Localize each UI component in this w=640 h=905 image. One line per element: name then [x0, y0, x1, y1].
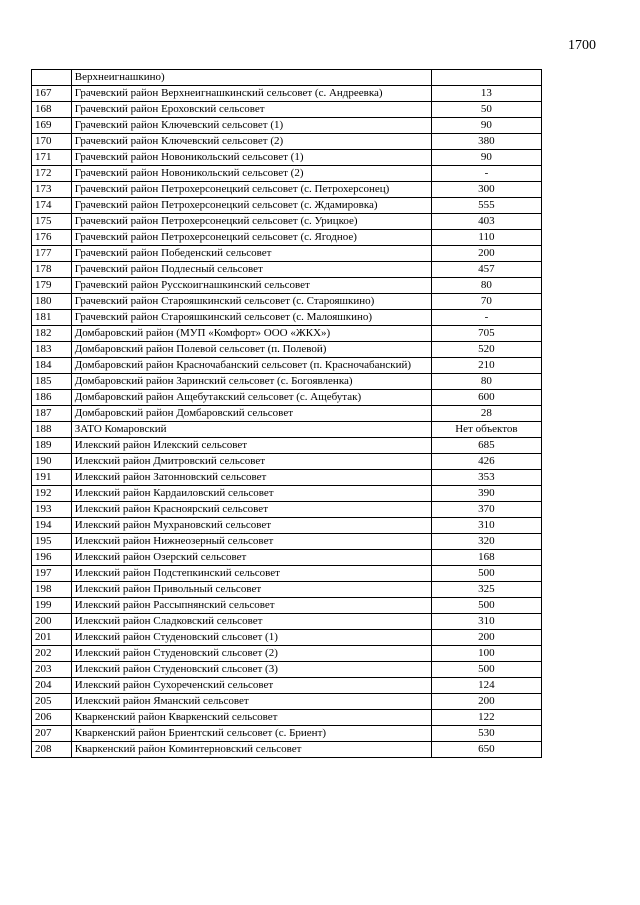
row-number-cell: 197 [32, 566, 72, 582]
value-cell: 300 [431, 182, 541, 198]
settlement-name-cell: Грачевский район Победенский сельсовет [71, 246, 431, 262]
value-cell: 320 [431, 534, 541, 550]
row-number-cell: 174 [32, 198, 72, 214]
settlement-name-cell: Илекский район Дмитровский сельсовет [71, 454, 431, 470]
settlement-name-cell: Грачевский район Подлесный сельсовет [71, 262, 431, 278]
settlement-name-cell: Домбаровский район (МУП «Комфорт» ООО «ЖКХ») [71, 326, 431, 342]
value-cell: 310 [431, 518, 541, 534]
value-cell: 500 [431, 598, 541, 614]
value-cell: 210 [431, 358, 541, 374]
row-number-cell: 199 [32, 598, 72, 614]
table-row [32, 118, 542, 134]
row-number-cell: 200 [32, 614, 72, 630]
row-number-cell: 173 [32, 182, 72, 198]
settlement-name-cell: ЗАТО Комаровский [71, 422, 431, 438]
table-row [32, 342, 542, 358]
settlement-name-cell: Домбаровский район Домбаровский сельсовет [71, 406, 431, 422]
settlement-name-cell: Илекский район Студеновский сльсовет (1) [71, 630, 431, 646]
table-row [32, 454, 542, 470]
row-number-cell: 170 [32, 134, 72, 150]
table-body [32, 70, 542, 758]
settlement-name-cell: Верхнеигнашкино) [71, 70, 431, 86]
row-number-cell: 193 [32, 502, 72, 518]
row-number-cell: 207 [32, 726, 72, 742]
table-row [32, 262, 542, 278]
value-cell: 200 [431, 246, 541, 262]
value-cell: 100 [431, 646, 541, 662]
value-cell: 650 [431, 742, 541, 758]
row-number-cell: 179 [32, 278, 72, 294]
table-row [32, 662, 542, 678]
settlement-name-cell: Грачевский район Ключевский сельсовет (1) [71, 118, 431, 134]
row-number-cell: 189 [32, 438, 72, 454]
settlement-name-cell: Илекский район Затонновский сельсовет [71, 470, 431, 486]
table-row [32, 646, 542, 662]
row-number-cell: 205 [32, 694, 72, 710]
table-row [32, 166, 542, 182]
settlement-name-cell: Илекский район Подстепкинский сельсовет [71, 566, 431, 582]
settlement-name-cell: Грачевский район Петрохерсонецкий сельсовет (с. Урицкое) [71, 214, 431, 230]
value-cell: 370 [431, 502, 541, 518]
value-cell: 168 [431, 550, 541, 566]
row-number-cell: 208 [32, 742, 72, 758]
value-cell: 353 [431, 470, 541, 486]
settlement-name-cell: Грачевский район Верхнеигнашкинский сельсовет (с. Андреевка) [71, 86, 431, 102]
value-cell: 90 [431, 150, 541, 166]
table-row [32, 198, 542, 214]
value-cell: 685 [431, 438, 541, 454]
value-cell: 555 [431, 198, 541, 214]
row-number-cell: 201 [32, 630, 72, 646]
settlement-name-cell: Илекский район Илекский сельсовет [71, 438, 431, 454]
settlement-name-cell: Грачевский район Новоникольский сельсовет (1) [71, 150, 431, 166]
settlement-name-cell: Грачевский район Петрохерсонецкий сельсовет (с. Петрохерсонец) [71, 182, 431, 198]
settlement-name-cell: Грачевский район Русскоигнашкинский сельсовет [71, 278, 431, 294]
table-row [32, 694, 542, 710]
table-row [32, 422, 542, 438]
settlement-name-cell: Илекский район Красноярский сельсовет [71, 502, 431, 518]
row-number-cell: 188 [32, 422, 72, 438]
settlement-name-cell: Илекский район Кардаиловский сельсовет [71, 486, 431, 502]
value-cell: 600 [431, 390, 541, 406]
table-row [32, 726, 542, 742]
table-row [32, 70, 542, 86]
table-row [32, 150, 542, 166]
value-cell: 403 [431, 214, 541, 230]
table-row [32, 86, 542, 102]
value-cell: - [431, 310, 541, 326]
value-cell: Нет объектов [431, 422, 541, 438]
row-number-cell: 168 [32, 102, 72, 118]
settlement-name-cell: Грачевский район Старояшкинский сельсовет (с. Малояшкино) [71, 310, 431, 326]
table-row [32, 630, 542, 646]
table-row [32, 182, 542, 198]
table-row [32, 326, 542, 342]
row-number-cell: 183 [32, 342, 72, 358]
row-number-cell: 187 [32, 406, 72, 422]
table-row [32, 486, 542, 502]
row-number-cell: 175 [32, 214, 72, 230]
settlement-name-cell: Илекский район Озерский сельсовет [71, 550, 431, 566]
table-row [32, 390, 542, 406]
table-row [32, 246, 542, 262]
table-row [32, 214, 542, 230]
table-row [32, 502, 542, 518]
settlement-name-cell: Грачевский район Петрохерсонецкий сельсовет (с. Ягодное) [71, 230, 431, 246]
table-row [32, 134, 542, 150]
value-cell: 50 [431, 102, 541, 118]
settlement-name-cell: Кваркенский район Бриентский сельсовет (с. Бриент) [71, 726, 431, 742]
value-cell: 325 [431, 582, 541, 598]
row-number-cell: 186 [32, 390, 72, 406]
row-number-cell: 190 [32, 454, 72, 470]
settlements-table [31, 69, 542, 758]
settlement-name-cell: Кваркенский район Кваркенский сельсовет [71, 710, 431, 726]
table-row [32, 582, 542, 598]
row-number-cell: 192 [32, 486, 72, 502]
value-cell: 500 [431, 566, 541, 582]
row-number-cell: 202 [32, 646, 72, 662]
settlement-name-cell: Илекский район Рассыпнянский сельсовет [71, 598, 431, 614]
settlement-name-cell: Грачевский район Ключевский сельсовет (2) [71, 134, 431, 150]
row-number-cell: 185 [32, 374, 72, 390]
settlement-name-cell: Грачевский район Новоникольский сельсовет (2) [71, 166, 431, 182]
table-row [32, 470, 542, 486]
value-cell: 110 [431, 230, 541, 246]
value-cell: 122 [431, 710, 541, 726]
table-row [32, 102, 542, 118]
row-number-cell: 203 [32, 662, 72, 678]
row-number-cell: 194 [32, 518, 72, 534]
table-row [32, 742, 542, 758]
table-row [32, 230, 542, 246]
value-cell: 390 [431, 486, 541, 502]
value-cell: 310 [431, 614, 541, 630]
page-number: 1700 [568, 38, 596, 53]
row-number-cell: 169 [32, 118, 72, 134]
row-number-cell: 196 [32, 550, 72, 566]
value-cell: 70 [431, 294, 541, 310]
settlement-name-cell: Илекский район Яманский сельсовет [71, 694, 431, 710]
value-cell: 705 [431, 326, 541, 342]
table-row [32, 710, 542, 726]
table-row [32, 550, 542, 566]
table-row [32, 358, 542, 374]
value-cell: 80 [431, 374, 541, 390]
table-row [32, 278, 542, 294]
settlement-name-cell: Домбаровский район Заринский сельсовет (с. Богоявленка) [71, 374, 431, 390]
row-number-cell: 177 [32, 246, 72, 262]
value-cell: 90 [431, 118, 541, 134]
value-cell: 124 [431, 678, 541, 694]
table-row [32, 598, 542, 614]
settlement-name-cell: Кваркенский район Коминтерновский сельсовет [71, 742, 431, 758]
settlement-name-cell: Грачевский район Ероховский сельсовет [71, 102, 431, 118]
table-row [32, 294, 542, 310]
row-number-cell: 178 [32, 262, 72, 278]
value-cell: 13 [431, 86, 541, 102]
settlement-name-cell: Илекский район Сладковский сельсовет [71, 614, 431, 630]
settlement-name-cell: Илекский район Студеновский сльсовет (2) [71, 646, 431, 662]
value-cell: 426 [431, 454, 541, 470]
table-row [32, 406, 542, 422]
row-number-cell: 176 [32, 230, 72, 246]
settlement-name-cell: Грачевский район Петрохерсонецкий сельсовет (с. Ждамировка) [71, 198, 431, 214]
row-number-cell: 191 [32, 470, 72, 486]
settlement-name-cell: Илекский район Привольный сельсовет [71, 582, 431, 598]
row-number-cell [32, 70, 72, 86]
table-row [32, 374, 542, 390]
value-cell: 80 [431, 278, 541, 294]
settlement-name-cell: Домбаровский район Полевой сельсовет (п. Полевой) [71, 342, 431, 358]
row-number-cell: 206 [32, 710, 72, 726]
settlement-name-cell: Домбаровский район Красночабанский сельсовет (п. Красночабанский) [71, 358, 431, 374]
value-cell: 530 [431, 726, 541, 742]
value-cell: 500 [431, 662, 541, 678]
value-cell [431, 70, 541, 86]
row-number-cell: 184 [32, 358, 72, 374]
value-cell: 200 [431, 694, 541, 710]
table-row [32, 518, 542, 534]
row-number-cell: 204 [32, 678, 72, 694]
row-number-cell: 198 [32, 582, 72, 598]
row-number-cell: 171 [32, 150, 72, 166]
table-row [32, 566, 542, 582]
row-number-cell: 182 [32, 326, 72, 342]
row-number-cell: 167 [32, 86, 72, 102]
table-row [32, 678, 542, 694]
value-cell: - [431, 166, 541, 182]
row-number-cell: 195 [32, 534, 72, 550]
table-row [32, 614, 542, 630]
settlement-name-cell: Илекский район Мухрановский сельсовет [71, 518, 431, 534]
row-number-cell: 181 [32, 310, 72, 326]
value-cell: 457 [431, 262, 541, 278]
settlement-name-cell: Илекский район Нижнеозерный сельсовет [71, 534, 431, 550]
settlement-name-cell: Грачевский район Старояшкинский сельсовет (с. Старояшкино) [71, 294, 431, 310]
value-cell: 28 [431, 406, 541, 422]
table-row [32, 534, 542, 550]
value-cell: 380 [431, 134, 541, 150]
value-cell: 520 [431, 342, 541, 358]
value-cell: 200 [431, 630, 541, 646]
row-number-cell: 180 [32, 294, 72, 310]
settlement-name-cell: Домбаровский район Ащебутакский сельсовет (с. Ащебутак) [71, 390, 431, 406]
table-row [32, 438, 542, 454]
settlement-name-cell: Илекский район Студеновский сльсовет (3) [71, 662, 431, 678]
settlement-name-cell: Илекский район Сухореченский сельсовет [71, 678, 431, 694]
row-number-cell: 172 [32, 166, 72, 182]
table-row [32, 310, 542, 326]
